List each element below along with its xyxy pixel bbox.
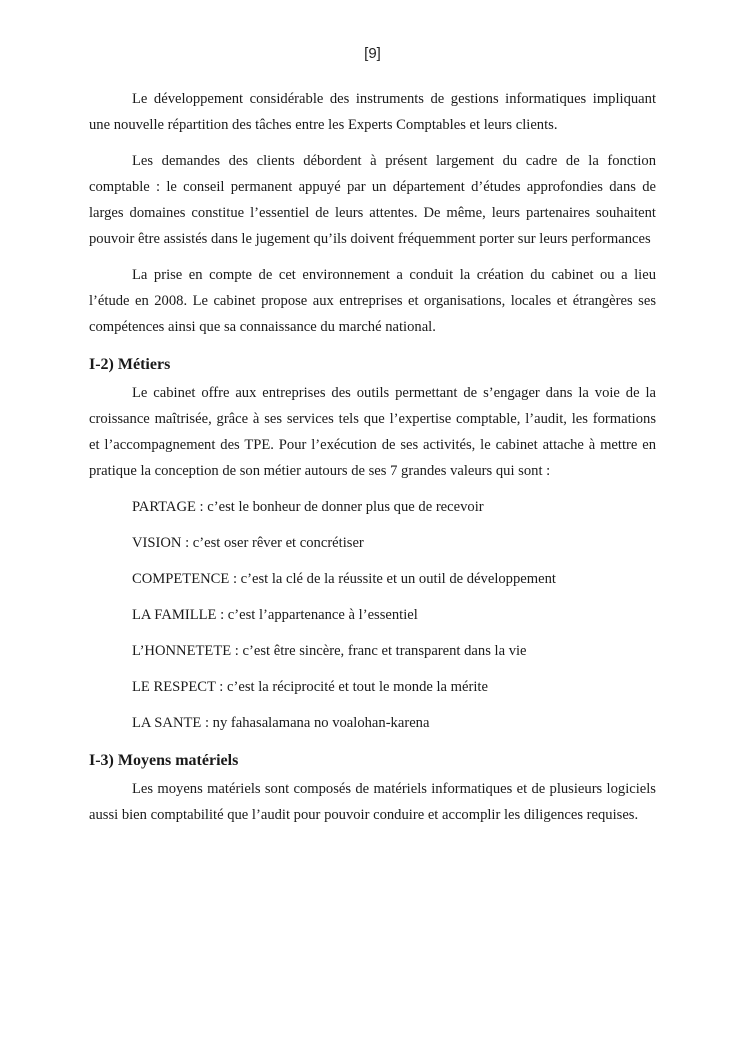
intro-paragraph-1: Le développement considérable des instruments de gestions informatiques impliquant une nouvelle répartition des tâches entre les Experts Comptables et leurs clients. [89, 91, 656, 133]
value-item-competence: COMPETENCE : c’est la clé de la réussite et un outil de développement [132, 571, 556, 587]
value-item-famille: LA FAMILLE : c’est l’appartenance à l’essentiel [132, 607, 418, 623]
intro-paragraph-3: La prise en compte de cet environnement a conduit la création du cabinet ou a lieu l’étude en 2008. Le cabinet propose aux entreprises et organisations, locales et étrangères ses compétences ainsi que sa connaissance du marché national. [89, 267, 656, 335]
section-heading-moyens: I-3) Moyens matériels [89, 752, 239, 769]
page-number: [9] [364, 45, 381, 62]
value-item-honnetete: L’HONNETETE : c’est être sincère, franc et transparent dans la vie [132, 643, 527, 659]
metiers-paragraph: Le cabinet offre aux entreprises des outils permettant de s’engager dans la voie de la croissance maîtrisée, grâce à ses services tels que l’expertise comptable, l’audit, les formations et l’accompagnement des TPE. Pour l’exécution de ses activités, le cabinet attache à mettre en pratique la conception de son métier autours de ses 7 grandes valeurs qui sont : [89, 385, 656, 479]
value-item-sante: LA SANTE : ny fahasalamana no voalohan-karena [132, 715, 430, 731]
document-body [89, 86, 656, 838]
moyens-paragraph: Les moyens matériels sont composés de matériels informatiques et de plusieurs logiciels aussi bien comptabilité que l’audit pour pouvoir conduire et accomplir les diligences requises. [89, 781, 656, 823]
intro-paragraph-2: Les demandes des clients débordent à présent largement du cadre de la fonction comptable : le conseil permanent appuyé par un département d’études approfondies dans de larges domaines constitue l’essentiel de leurs attentes. De même, leurs partenaires souhaitent pouvoir être assistés dans le jugement qu’ils doivent fréquemment porter sur leurs performances [89, 153, 656, 247]
value-item-partage: PARTAGE : c’est le bonheur de donner plus que de recevoir [132, 499, 484, 515]
value-item-respect: LE RESPECT : c’est la réciprocité et tout le monde la mérite [132, 679, 488, 695]
value-item-vision: VISION : c’est oser rêver et concrétiser [132, 535, 364, 551]
values-list [89, 494, 656, 736]
section-heading-metiers: I-2) Métiers [89, 356, 171, 373]
